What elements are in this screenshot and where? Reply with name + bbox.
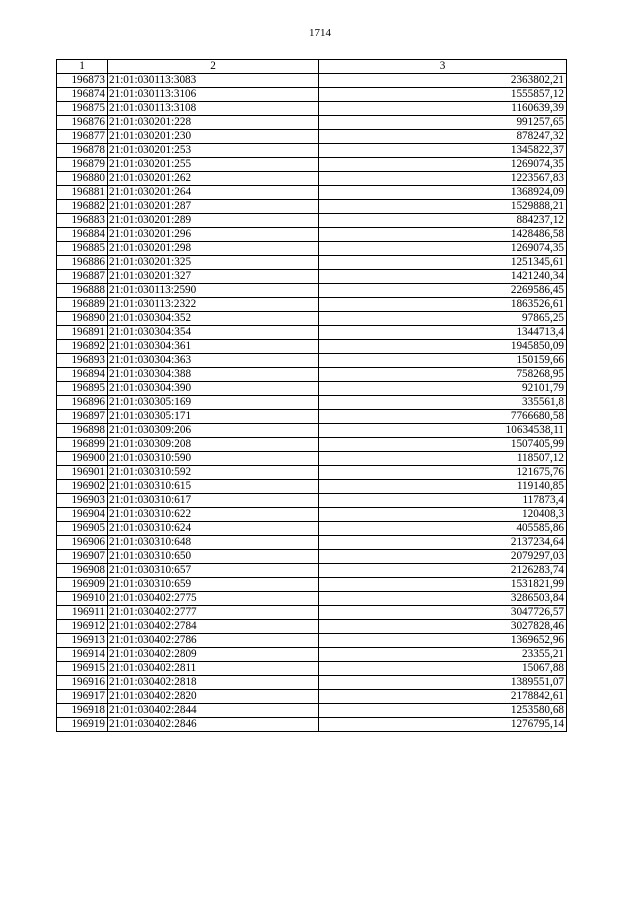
row-number: 196909 bbox=[57, 578, 108, 592]
cadastral-number: 21:01:030310:590 bbox=[108, 452, 319, 466]
row-number: 196904 bbox=[57, 508, 108, 522]
table-row bbox=[57, 620, 567, 634]
cadastral-number: 21:01:030201:327 bbox=[108, 270, 319, 284]
cadastral-number: 21:01:030201:253 bbox=[108, 144, 319, 158]
row-number: 196901 bbox=[57, 466, 108, 480]
row-number: 196891 bbox=[57, 326, 108, 340]
row-number: 196880 bbox=[57, 172, 108, 186]
cadastral-number: 21:01:030310:615 bbox=[108, 480, 319, 494]
cadastral-value: 10634538,11 bbox=[319, 424, 567, 438]
cadastral-value: 97865,25 bbox=[319, 312, 567, 326]
table-row bbox=[57, 284, 567, 298]
row-number: 196894 bbox=[57, 368, 108, 382]
table-row bbox=[57, 396, 567, 410]
table-header bbox=[57, 60, 567, 74]
table-row bbox=[57, 494, 567, 508]
table-row bbox=[57, 704, 567, 718]
cadastral-value: 1345822,37 bbox=[319, 144, 567, 158]
row-number: 196890 bbox=[57, 312, 108, 326]
row-number: 196900 bbox=[57, 452, 108, 466]
cadastral-value: 1223567,83 bbox=[319, 172, 567, 186]
cadastral-number: 21:01:030201:262 bbox=[108, 172, 319, 186]
row-number: 196876 bbox=[57, 116, 108, 130]
row-number: 196899 bbox=[57, 438, 108, 452]
cadastral-value: 2269586,45 bbox=[319, 284, 567, 298]
cadastral-number: 21:01:030305:169 bbox=[108, 396, 319, 410]
cadastral-value: 1253580,68 bbox=[319, 704, 567, 718]
table-row bbox=[57, 326, 567, 340]
table-row bbox=[57, 592, 567, 606]
data-table bbox=[56, 59, 567, 732]
cadastral-number: 21:01:030310:624 bbox=[108, 522, 319, 536]
cadastral-number: 21:01:030304:354 bbox=[108, 326, 319, 340]
cadastral-number: 21:01:030402:2846 bbox=[108, 718, 319, 732]
cadastral-value: 23355,21 bbox=[319, 648, 567, 662]
cadastral-number: 21:01:030309:206 bbox=[108, 424, 319, 438]
row-number: 196912 bbox=[57, 620, 108, 634]
table-row bbox=[57, 508, 567, 522]
table-row bbox=[57, 214, 567, 228]
table-row bbox=[57, 88, 567, 102]
cadastral-number: 21:01:030402:2777 bbox=[108, 606, 319, 620]
row-number: 196903 bbox=[57, 494, 108, 508]
table-row bbox=[57, 74, 567, 88]
cadastral-value: 150159,66 bbox=[319, 354, 567, 368]
table-row bbox=[57, 382, 567, 396]
row-number: 196896 bbox=[57, 396, 108, 410]
cadastral-number: 21:01:030201:325 bbox=[108, 256, 319, 270]
table-row bbox=[57, 158, 567, 172]
row-number: 196884 bbox=[57, 228, 108, 242]
cadastral-number: 21:01:030201:230 bbox=[108, 130, 319, 144]
cadastral-number: 21:01:030310:650 bbox=[108, 550, 319, 564]
row-number: 196910 bbox=[57, 592, 108, 606]
cadastral-number: 21:01:030201:255 bbox=[108, 158, 319, 172]
cadastral-number: 21:01:030304:352 bbox=[108, 312, 319, 326]
cadastral-number: 21:01:030304:361 bbox=[108, 340, 319, 354]
cadastral-value: 1507405,99 bbox=[319, 438, 567, 452]
cadastral-number: 21:01:030402:2818 bbox=[108, 676, 319, 690]
row-number: 196915 bbox=[57, 662, 108, 676]
table-row bbox=[57, 676, 567, 690]
cadastral-number: 21:01:030113:2322 bbox=[108, 298, 319, 312]
cadastral-number: 21:01:030310:648 bbox=[108, 536, 319, 550]
cadastral-number: 21:01:030113:3106 bbox=[108, 88, 319, 102]
cadastral-value: 2137234,64 bbox=[319, 536, 567, 550]
cadastral-value: 1160639,39 bbox=[319, 102, 567, 116]
row-number: 196881 bbox=[57, 186, 108, 200]
cadastral-number: 21:01:030310:592 bbox=[108, 466, 319, 480]
row-number: 196887 bbox=[57, 270, 108, 284]
table-row bbox=[57, 144, 567, 158]
table-row bbox=[57, 536, 567, 550]
cadastral-number: 21:01:030310:659 bbox=[108, 578, 319, 592]
row-number: 196918 bbox=[57, 704, 108, 718]
cadastral-number: 21:01:030201:298 bbox=[108, 242, 319, 256]
cadastral-value: 405585,86 bbox=[319, 522, 567, 536]
row-number: 196886 bbox=[57, 256, 108, 270]
row-number: 196895 bbox=[57, 382, 108, 396]
cadastral-number: 21:01:030402:2820 bbox=[108, 690, 319, 704]
table-row bbox=[57, 564, 567, 578]
table-row bbox=[57, 480, 567, 494]
cadastral-number: 21:01:030305:171 bbox=[108, 410, 319, 424]
row-number: 196873 bbox=[57, 74, 108, 88]
row-number: 196917 bbox=[57, 690, 108, 704]
table-row bbox=[57, 340, 567, 354]
table-row bbox=[57, 368, 567, 382]
table-row bbox=[57, 354, 567, 368]
table-row bbox=[57, 634, 567, 648]
table-row bbox=[57, 718, 567, 732]
row-number: 196906 bbox=[57, 536, 108, 550]
cadastral-number: 21:01:030201:296 bbox=[108, 228, 319, 242]
cadastral-value: 92101,79 bbox=[319, 382, 567, 396]
row-number: 196905 bbox=[57, 522, 108, 536]
header-col-3: 3 bbox=[319, 60, 567, 74]
cadastral-number: 21:01:030304:388 bbox=[108, 368, 319, 382]
cadastral-value: 3047726,57 bbox=[319, 606, 567, 620]
row-number: 196878 bbox=[57, 144, 108, 158]
table-row bbox=[57, 312, 567, 326]
cadastral-number: 21:01:030113:3083 bbox=[108, 74, 319, 88]
cadastral-value: 2126283,74 bbox=[319, 564, 567, 578]
cadastral-number: 21:01:030304:390 bbox=[108, 382, 319, 396]
header-col-2: 2 bbox=[108, 60, 319, 74]
cadastral-value: 1421240,34 bbox=[319, 270, 567, 284]
cadastral-number: 21:01:030402:2784 bbox=[108, 620, 319, 634]
cadastral-value: 121675,76 bbox=[319, 466, 567, 480]
cadastral-value: 878247,32 bbox=[319, 130, 567, 144]
table-row bbox=[57, 186, 567, 200]
cadastral-value: 1276795,14 bbox=[319, 718, 567, 732]
cadastral-value: 1251345,61 bbox=[319, 256, 567, 270]
cadastral-number: 21:01:030201:264 bbox=[108, 186, 319, 200]
cadastral-value: 1368924,09 bbox=[319, 186, 567, 200]
row-number: 196892 bbox=[57, 340, 108, 354]
row-number: 196883 bbox=[57, 214, 108, 228]
cadastral-number: 21:01:030402:2775 bbox=[108, 592, 319, 606]
row-number: 196908 bbox=[57, 564, 108, 578]
table-row bbox=[57, 102, 567, 116]
row-number: 196898 bbox=[57, 424, 108, 438]
table-row bbox=[57, 424, 567, 438]
cadastral-value: 117873,4 bbox=[319, 494, 567, 508]
cadastral-value: 2363802,21 bbox=[319, 74, 567, 88]
header-col-1: 1 bbox=[57, 60, 108, 74]
cadastral-value: 1555857,12 bbox=[319, 88, 567, 102]
cadastral-value: 1269074,35 bbox=[319, 158, 567, 172]
table-row bbox=[57, 410, 567, 424]
cadastral-value: 1945850,09 bbox=[319, 340, 567, 354]
cadastral-value: 3286503,84 bbox=[319, 592, 567, 606]
cadastral-number: 21:01:030201:287 bbox=[108, 200, 319, 214]
table-row bbox=[57, 116, 567, 130]
table-body bbox=[57, 74, 567, 732]
row-number: 196885 bbox=[57, 242, 108, 256]
table-row bbox=[57, 228, 567, 242]
cadastral-number: 21:01:030309:208 bbox=[108, 438, 319, 452]
cadastral-value: 118507,12 bbox=[319, 452, 567, 466]
row-number: 196902 bbox=[57, 480, 108, 494]
table-row bbox=[57, 578, 567, 592]
table-row bbox=[57, 270, 567, 284]
table-row bbox=[57, 256, 567, 270]
row-number: 196879 bbox=[57, 158, 108, 172]
cadastral-value: 15067,88 bbox=[319, 662, 567, 676]
cadastral-value: 1369652,96 bbox=[319, 634, 567, 648]
row-number: 196875 bbox=[57, 102, 108, 116]
table-row bbox=[57, 130, 567, 144]
table-row bbox=[57, 662, 567, 676]
cadastral-number: 21:01:030310:622 bbox=[108, 508, 319, 522]
header-row bbox=[57, 60, 567, 74]
table-row bbox=[57, 648, 567, 662]
row-number: 196897 bbox=[57, 410, 108, 424]
cadastral-value: 2178842,61 bbox=[319, 690, 567, 704]
cadastral-number: 21:01:030113:2590 bbox=[108, 284, 319, 298]
cadastral-value: 3027828,46 bbox=[319, 620, 567, 634]
table-row bbox=[57, 438, 567, 452]
cadastral-value: 1389551,07 bbox=[319, 676, 567, 690]
cadastral-value: 991257,65 bbox=[319, 116, 567, 130]
row-number: 196882 bbox=[57, 200, 108, 214]
table-row bbox=[57, 172, 567, 186]
cadastral-number: 21:01:030402:2844 bbox=[108, 704, 319, 718]
cadastral-value: 119140,85 bbox=[319, 480, 567, 494]
table-row bbox=[57, 200, 567, 214]
cadastral-number: 21:01:030402:2809 bbox=[108, 648, 319, 662]
cadastral-number: 21:01:030201:289 bbox=[108, 214, 319, 228]
row-number: 196888 bbox=[57, 284, 108, 298]
cadastral-value: 1863526,61 bbox=[319, 298, 567, 312]
table-row bbox=[57, 452, 567, 466]
cadastral-number: 21:01:030304:363 bbox=[108, 354, 319, 368]
cadastral-number: 21:01:030310:657 bbox=[108, 564, 319, 578]
row-number: 196916 bbox=[57, 676, 108, 690]
cadastral-number: 21:01:030310:617 bbox=[108, 494, 319, 508]
cadastral-value: 758268,95 bbox=[319, 368, 567, 382]
cadastral-value: 1428486,58 bbox=[319, 228, 567, 242]
cadastral-value: 884237,12 bbox=[319, 214, 567, 228]
cadastral-value: 1529888,21 bbox=[319, 200, 567, 214]
table-row bbox=[57, 606, 567, 620]
table-row bbox=[57, 522, 567, 536]
cadastral-value: 1531821,99 bbox=[319, 578, 567, 592]
row-number: 196911 bbox=[57, 606, 108, 620]
cadastral-value: 2079297,03 bbox=[319, 550, 567, 564]
row-number: 196877 bbox=[57, 130, 108, 144]
cadastral-value: 7766680,58 bbox=[319, 410, 567, 424]
table-row bbox=[57, 690, 567, 704]
row-number: 196889 bbox=[57, 298, 108, 312]
cadastral-number: 21:01:030113:3108 bbox=[108, 102, 319, 116]
row-number: 196914 bbox=[57, 648, 108, 662]
cadastral-value: 1269074,35 bbox=[319, 242, 567, 256]
table-row bbox=[57, 550, 567, 564]
cadastral-value: 335561,8 bbox=[319, 396, 567, 410]
row-number: 196907 bbox=[57, 550, 108, 564]
table-row bbox=[57, 242, 567, 256]
cadastral-value: 1344713,4 bbox=[319, 326, 567, 340]
page-number: 1714 bbox=[309, 27, 331, 39]
row-number: 196893 bbox=[57, 354, 108, 368]
cadastral-value: 120408,3 bbox=[319, 508, 567, 522]
cadastral-number: 21:01:030402:2786 bbox=[108, 634, 319, 648]
table-row bbox=[57, 298, 567, 312]
row-number: 196913 bbox=[57, 634, 108, 648]
cadastral-number: 21:01:030201:228 bbox=[108, 116, 319, 130]
cadastral-number: 21:01:030402:2811 bbox=[108, 662, 319, 676]
row-number: 196919 bbox=[57, 718, 108, 732]
row-number: 196874 bbox=[57, 88, 108, 102]
table-row bbox=[57, 466, 567, 480]
